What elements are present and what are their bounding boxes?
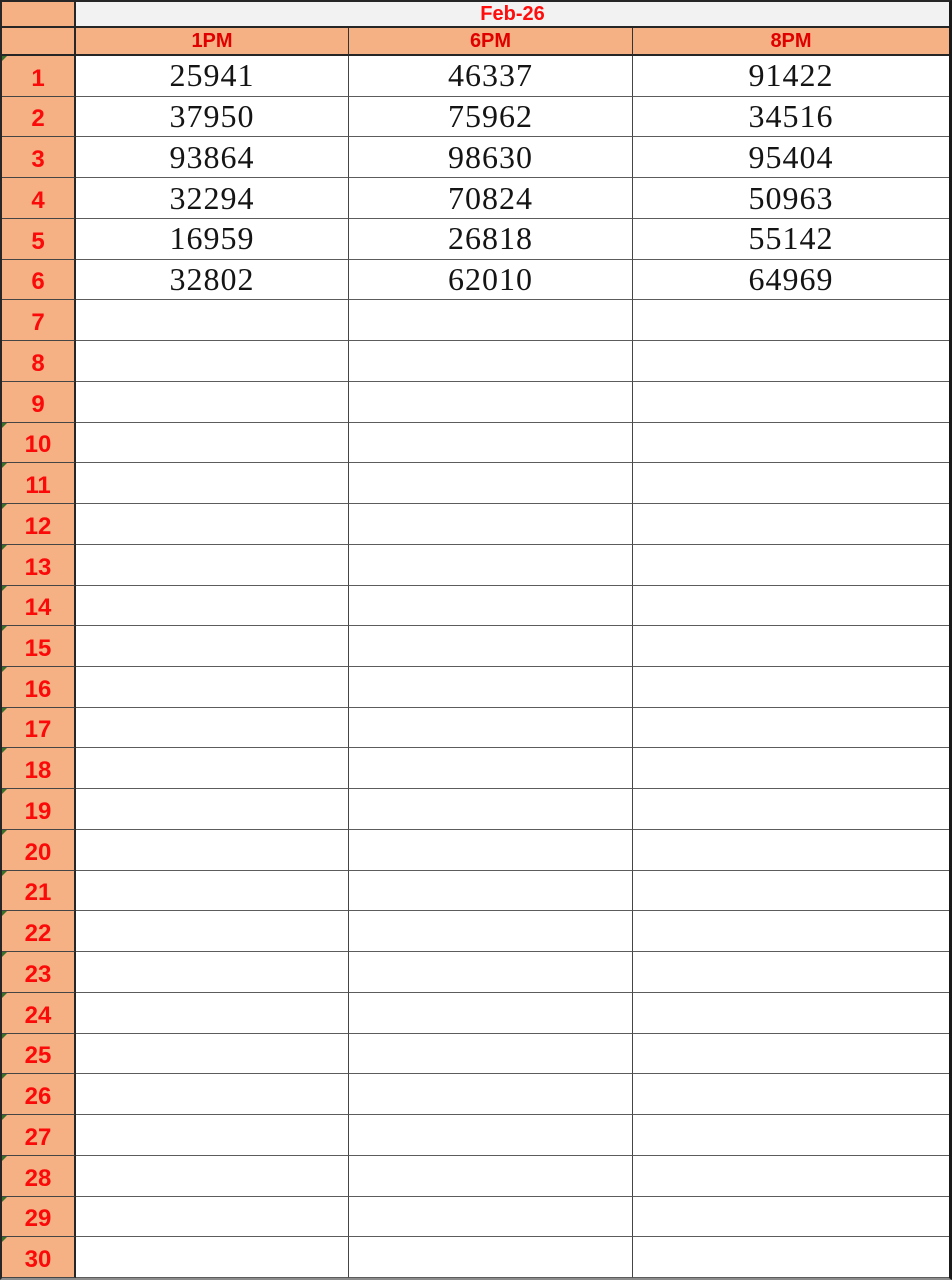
row-header-blank-cell[interactable] [2,28,76,56]
error-flag-icon [2,871,7,876]
row-number: 15 [24,635,52,662]
column-header-6pm[interactable] [349,28,633,56]
row-number: 8 [31,349,45,377]
data-cell[interactable] [349,545,633,586]
row-number-cell[interactable] [2,952,76,993]
data-cell[interactable] [633,1237,949,1278]
row-number-cell[interactable] [2,586,76,627]
cell-value: 46337 [448,57,533,94]
row-number-cell[interactable] [2,993,76,1034]
row-number: 3 [31,146,45,174]
data-cell[interactable] [76,1034,349,1075]
row-number-cell[interactable] [2,178,76,219]
data-cell[interactable] [633,1197,949,1238]
row-number-cell[interactable] [2,667,76,708]
error-flag-icon [2,952,7,957]
data-cell[interactable] [633,300,949,341]
row-number: 25 [24,1042,52,1070]
cell-value: 32802 [169,261,255,298]
data-cell[interactable] [349,1074,633,1115]
row-number: 7 [31,309,45,337]
data-cell[interactable] [76,952,349,993]
error-flag-icon [2,1115,7,1120]
data-cell[interactable] [349,789,633,830]
row-number: 14 [24,594,52,622]
data-cell[interactable] [349,830,633,871]
cell-value: 16959 [169,220,255,257]
row-number-cell[interactable] [2,748,76,789]
data-cell[interactable] [349,1237,633,1278]
row-number-cell[interactable] [2,56,76,97]
row-number-cell[interactable] [2,137,76,178]
row-number: 16 [24,675,52,703]
cell-value: 37950 [169,98,255,135]
data-cell[interactable] [633,748,949,789]
column-header-label: 6PM [469,29,512,52]
data-cell[interactable] [349,219,633,260]
data-cell[interactable] [76,545,349,586]
error-flag-icon [2,1237,7,1242]
data-cell[interactable] [633,260,949,301]
cell-value: 91422 [748,57,834,94]
cell-value: 26818 [448,220,533,257]
data-cell[interactable] [76,56,349,97]
row-number-cell[interactable] [2,626,76,667]
row-number: 6 [31,268,45,296]
row-number: 10 [24,431,52,459]
row-number: 23 [24,960,52,988]
data-cell[interactable] [633,1034,949,1075]
data-cell[interactable] [349,748,633,789]
date-header-label: Feb-26 [480,2,545,25]
row-number-cell[interactable] [2,1237,76,1278]
data-cell[interactable] [349,300,633,341]
data-cell[interactable] [76,586,349,627]
data-cell[interactable] [349,708,633,749]
data-cell[interactable] [633,789,949,830]
row-number-cell[interactable] [2,300,76,341]
data-cell[interactable] [349,1156,633,1197]
data-cell[interactable] [76,911,349,952]
data-cell[interactable] [76,463,349,504]
data-cell[interactable] [349,1034,633,1075]
data-cell[interactable] [633,1156,949,1197]
row-number: 27 [24,1123,52,1151]
data-cell[interactable] [76,137,349,178]
data-cell[interactable] [633,667,949,708]
row-number: 9 [31,390,45,418]
row-number: 4 [31,186,45,214]
row-number: 30 [24,1246,52,1273]
row-number: 22 [24,920,52,948]
data-cell[interactable] [349,993,633,1034]
data-cell[interactable] [76,708,349,749]
data-cell[interactable] [349,341,633,382]
row-number: 2 [31,105,45,133]
data-cell[interactable] [633,341,949,382]
data-cell[interactable] [633,911,949,952]
data-cell[interactable] [633,178,949,219]
data-cell[interactable] [76,178,349,219]
error-flag-icon [2,586,7,591]
error-flag-icon [2,993,7,998]
data-cell[interactable] [633,219,949,260]
row-number-cell[interactable] [2,789,76,830]
data-cell[interactable] [633,137,949,178]
cell-value: 34516 [748,98,834,135]
row-number-cell[interactable] [2,911,76,952]
column-header-label: 8PM [770,29,812,52]
row-number-cell[interactable] [2,1156,76,1197]
row-number-cell[interactable] [2,871,76,912]
error-flag-icon [2,463,7,468]
data-cell[interactable] [633,545,949,586]
row-number: 1 [31,64,45,92]
data-cell[interactable] [349,626,633,667]
row-number-cell[interactable] [2,1197,76,1238]
data-cell[interactable] [76,748,349,789]
data-cell[interactable] [633,382,949,423]
data-cell[interactable] [349,97,633,138]
data-cell[interactable] [349,423,633,464]
data-cell[interactable] [76,789,349,830]
row-number: 26 [24,1083,52,1111]
data-cell[interactable] [76,1197,349,1238]
cell-value: 25941 [169,57,255,94]
data-cell[interactable] [76,1156,349,1197]
error-flag-icon [2,667,7,672]
data-cell[interactable] [76,830,349,871]
cell-value: 95404 [748,138,834,175]
data-cell[interactable] [349,178,633,219]
row-number: 17 [24,716,52,744]
column-header-8pm[interactable] [633,28,949,56]
error-flag-icon [2,830,7,835]
data-cell[interactable] [76,667,349,708]
error-flag-icon [2,504,7,509]
data-cell[interactable] [633,56,949,97]
data-cell[interactable] [633,97,949,138]
error-flag-icon [2,626,7,631]
data-cell[interactable] [633,1115,949,1156]
data-cell[interactable] [349,56,633,97]
data-cell[interactable] [349,137,633,178]
row-number: 18 [24,757,52,785]
row-number-cell[interactable] [2,382,76,423]
data-cell[interactable] [349,871,633,912]
data-cell[interactable] [633,1074,949,1115]
cell-value: 98630 [448,138,533,175]
error-flag-icon [2,911,7,916]
data-cell[interactable] [633,626,949,667]
row-number-cell[interactable] [2,97,76,138]
data-cell[interactable] [76,341,349,382]
column-header-1pm[interactable] [76,28,349,56]
data-cell[interactable] [633,708,949,749]
data-cell[interactable] [76,871,349,912]
row-number: 19 [24,797,52,825]
data-cell[interactable] [349,260,633,301]
data-cell[interactable] [633,871,949,912]
data-cell[interactable] [76,1115,349,1156]
data-cell[interactable] [349,586,633,627]
row-number: 13 [24,553,52,581]
cell-value: 50963 [748,179,834,216]
data-cell[interactable] [349,667,633,708]
data-cell[interactable] [633,504,949,545]
column-header-label: 1PM [191,29,233,52]
error-flag-icon [2,545,7,550]
data-cell[interactable] [76,993,349,1034]
cell-value: 55142 [748,220,834,257]
error-flag-icon [2,423,7,428]
cell-value: 64969 [748,261,834,298]
data-cell[interactable] [349,463,633,504]
row-number: 20 [24,838,52,866]
row-number: 5 [31,227,45,255]
data-cell[interactable] [633,993,949,1034]
row-number-cell[interactable] [2,463,76,504]
data-cell[interactable] [76,626,349,667]
row-number: 21 [24,879,52,907]
error-flag-icon [2,748,7,753]
data-cell[interactable] [76,300,349,341]
row-number-cell[interactable] [2,219,76,260]
error-flag-icon [2,1074,7,1079]
row-number-cell[interactable] [2,423,76,464]
data-cell[interactable] [349,382,633,423]
data-cell[interactable] [349,1197,633,1238]
error-flag-icon [2,56,7,61]
data-cell[interactable] [349,1115,633,1156]
row-number-cell[interactable] [2,708,76,749]
data-cell[interactable] [633,586,949,627]
date-header-cell[interactable] [76,2,949,28]
data-cell[interactable] [633,463,949,504]
row-number-cell[interactable] [2,830,76,871]
error-flag-icon [2,789,7,794]
row-number-cell[interactable] [2,1074,76,1115]
row-number-cell[interactable] [2,545,76,586]
data-cell[interactable] [76,423,349,464]
data-cell[interactable] [633,830,949,871]
corner-cell[interactable] [2,2,76,28]
data-cell[interactable] [349,504,633,545]
cell-value: 70824 [448,179,533,216]
cell-value: 93864 [169,138,255,175]
error-flag-icon [2,708,7,713]
row-number-cell[interactable] [2,341,76,382]
error-flag-icon [2,1156,7,1161]
cell-value: 75962 [448,98,533,135]
row-number-cell[interactable] [2,260,76,301]
data-cell[interactable] [633,952,949,993]
data-cell[interactable] [76,1237,349,1278]
data-cell[interactable] [633,423,949,464]
error-flag-icon [2,1197,7,1202]
data-cell[interactable] [76,219,349,260]
row-number-cell[interactable] [2,1034,76,1075]
cell-value: 62010 [448,261,533,298]
error-flag-icon [2,1034,7,1039]
data-cell[interactable] [76,504,349,545]
data-cell[interactable] [76,1074,349,1115]
data-cell[interactable] [76,260,349,301]
data-cell[interactable] [349,911,633,952]
data-cell[interactable] [76,382,349,423]
row-number: 28 [24,1164,52,1192]
row-number: 29 [24,1205,52,1233]
row-number: 12 [24,512,52,540]
data-cell[interactable] [76,97,349,138]
row-number-cell[interactable] [2,1115,76,1156]
row-number: 11 [25,472,51,500]
cell-value: 32294 [169,179,255,216]
row-number-cell[interactable] [2,504,76,545]
data-cell[interactable] [349,952,633,993]
row-number: 24 [24,1001,52,1029]
